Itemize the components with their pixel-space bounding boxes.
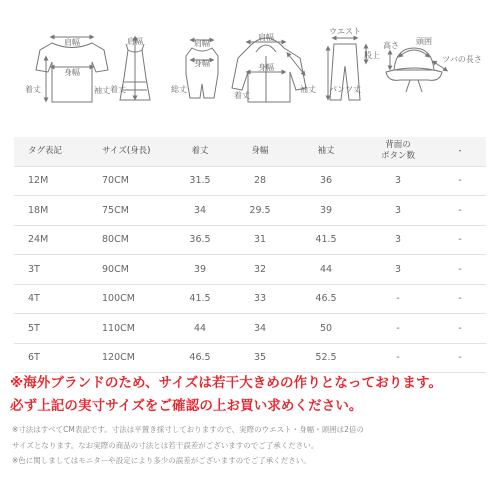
buttons-cell: 3 xyxy=(362,166,434,196)
body-width-label-jacket: 身幅 xyxy=(258,63,274,72)
table-header-row xyxy=(14,137,486,166)
table-row xyxy=(14,314,486,344)
size-cell: 70CM xyxy=(94,166,170,196)
size-table xyxy=(14,137,486,373)
sleeve-length-cell: 41.5 xyxy=(290,225,362,255)
body-width-label-romper: 身幅 xyxy=(194,59,210,68)
length-cell: 36.5 xyxy=(170,225,230,255)
table-row xyxy=(14,255,486,285)
body-width-label: 身幅 xyxy=(64,68,80,77)
length-cell: 41.5 xyxy=(170,284,230,314)
header-extra: - xyxy=(434,137,486,166)
size-cell: 100CM xyxy=(94,284,170,314)
footnote-line-2: サイズとなります。なお実際の商品の寸法とは若干誤差がございますのでご了承ください。 xyxy=(12,440,319,450)
length-cell: 39 xyxy=(170,255,230,285)
body-width-cell: 31 xyxy=(230,225,290,255)
header-body-width: 身幅 xyxy=(230,137,290,166)
notice-line-2: 必ず上記の実寸サイズをご確認の上お買い求めください。 xyxy=(10,398,363,414)
tag-cell: 12M xyxy=(14,166,94,196)
extra-cell: - xyxy=(434,225,486,255)
extra-cell: - xyxy=(434,166,486,196)
length-label: 着丈 xyxy=(25,85,41,94)
buttons-cell: - xyxy=(362,314,434,344)
buttons-cell: 3 xyxy=(362,225,434,255)
header-buttons-line2: ボタン数 xyxy=(380,151,415,162)
body-width-cell: 34 xyxy=(230,314,290,344)
notice-line-1: ※海外ブランドのため、サイズは若干大きめの作りとなっております。 xyxy=(10,375,443,391)
tag-cell: 4T xyxy=(14,284,94,314)
buttons-cell: 3 xyxy=(362,196,434,226)
buttons-cell: 3 xyxy=(362,255,434,285)
sleeve-length-cell: 39 xyxy=(290,196,362,226)
sleeve-length-cell: 44 xyxy=(290,255,362,285)
hat-icon xyxy=(386,48,446,92)
header-buttons-line1: 背面の xyxy=(385,140,411,151)
garment-sketches xyxy=(0,0,500,112)
body-width-cell: 28 xyxy=(230,166,290,196)
length-cell: 34 xyxy=(170,196,230,226)
size-notice xyxy=(10,372,496,418)
extra-cell: - xyxy=(434,284,486,314)
extra-cell: - xyxy=(434,343,486,373)
table-row xyxy=(14,196,486,226)
body-width-cell: 33 xyxy=(230,284,290,314)
body-width-cell: 29.5 xyxy=(230,196,290,226)
body-width-cell: 35 xyxy=(230,343,290,373)
header-sleeve-length: 袖丈 xyxy=(290,137,362,166)
footnotes xyxy=(12,422,496,469)
header-tag: タグ表記 xyxy=(14,137,94,166)
footnote-line-1: ※寸法はすべてCM表記です。寸法は平置き採寸しておりますので、実際のウエスト・身幅・頭囲は2倍の xyxy=(12,425,364,434)
extra-cell: - xyxy=(434,255,486,285)
body-width-cell: 32 xyxy=(230,255,290,285)
waist-label: ウエスト xyxy=(329,27,361,36)
sleeve-length-label-jacket: 袖丈 xyxy=(300,85,316,94)
romper-icon xyxy=(186,40,218,98)
length-cell: 31.5 xyxy=(170,166,230,196)
pants-length-label: パンツ丈 xyxy=(329,85,361,94)
shoulder-width-label-jacket: 肩幅 xyxy=(258,33,274,42)
length-cell: 44 xyxy=(170,314,230,344)
size-cell: 120CM xyxy=(94,343,170,373)
extra-cell: - xyxy=(434,196,486,226)
sleeve-length-cell: 52.5 xyxy=(290,343,362,373)
sleeve-length-cell: 36 xyxy=(290,166,362,196)
table-row xyxy=(14,284,486,314)
footnote-line-3: ※色に関しましてはモニターや設定により多少の誤差がございますのでご了承ください。 xyxy=(12,456,311,465)
head-circumference-label: 頭囲 xyxy=(416,37,432,46)
tag-cell: 6T xyxy=(14,343,94,373)
table-row xyxy=(14,225,486,255)
sleeve-length-cell: 46.5 xyxy=(290,284,362,314)
size-cell: 110CM xyxy=(94,314,170,344)
table-row xyxy=(14,343,486,373)
length-label-jacket: 着丈 xyxy=(234,91,250,100)
tag-cell: 3T xyxy=(14,255,94,285)
shoulder-width-label-romper: 肩幅 xyxy=(194,39,210,48)
buttons-cell: - xyxy=(362,343,434,373)
shoulder-width-label-dress: 肩幅 xyxy=(127,37,143,46)
extra-cell: - xyxy=(434,314,486,344)
sleeve-length-cell: 50 xyxy=(290,314,362,344)
brim-length-label: ツバの長さ xyxy=(442,55,482,64)
size-cell: 75CM xyxy=(94,196,170,226)
tag-cell: 5T xyxy=(14,314,94,344)
tag-cell: 18M xyxy=(14,196,94,226)
header-length: 着丈 xyxy=(170,137,230,166)
height-label: 高さ xyxy=(383,41,399,50)
shoulder-width-label: 肩幅 xyxy=(64,38,80,47)
total-length-label: 総丈 xyxy=(171,85,187,94)
tag-cell: 24M xyxy=(14,225,94,255)
header-buttons xyxy=(362,137,434,166)
rise-label: 股上 xyxy=(364,51,380,60)
buttons-cell: - xyxy=(362,284,434,314)
size-measurement-diagram xyxy=(0,0,500,112)
size-cell: 80CM xyxy=(94,225,170,255)
size-cell: 90CM xyxy=(94,255,170,285)
sleeve-length-label: 袖丈 xyxy=(94,86,110,95)
length-cell: 46.5 xyxy=(170,343,230,373)
header-size: サイズ(身長) xyxy=(94,137,170,166)
table-row xyxy=(14,166,486,196)
length-label-dress: 着丈 xyxy=(110,85,126,94)
